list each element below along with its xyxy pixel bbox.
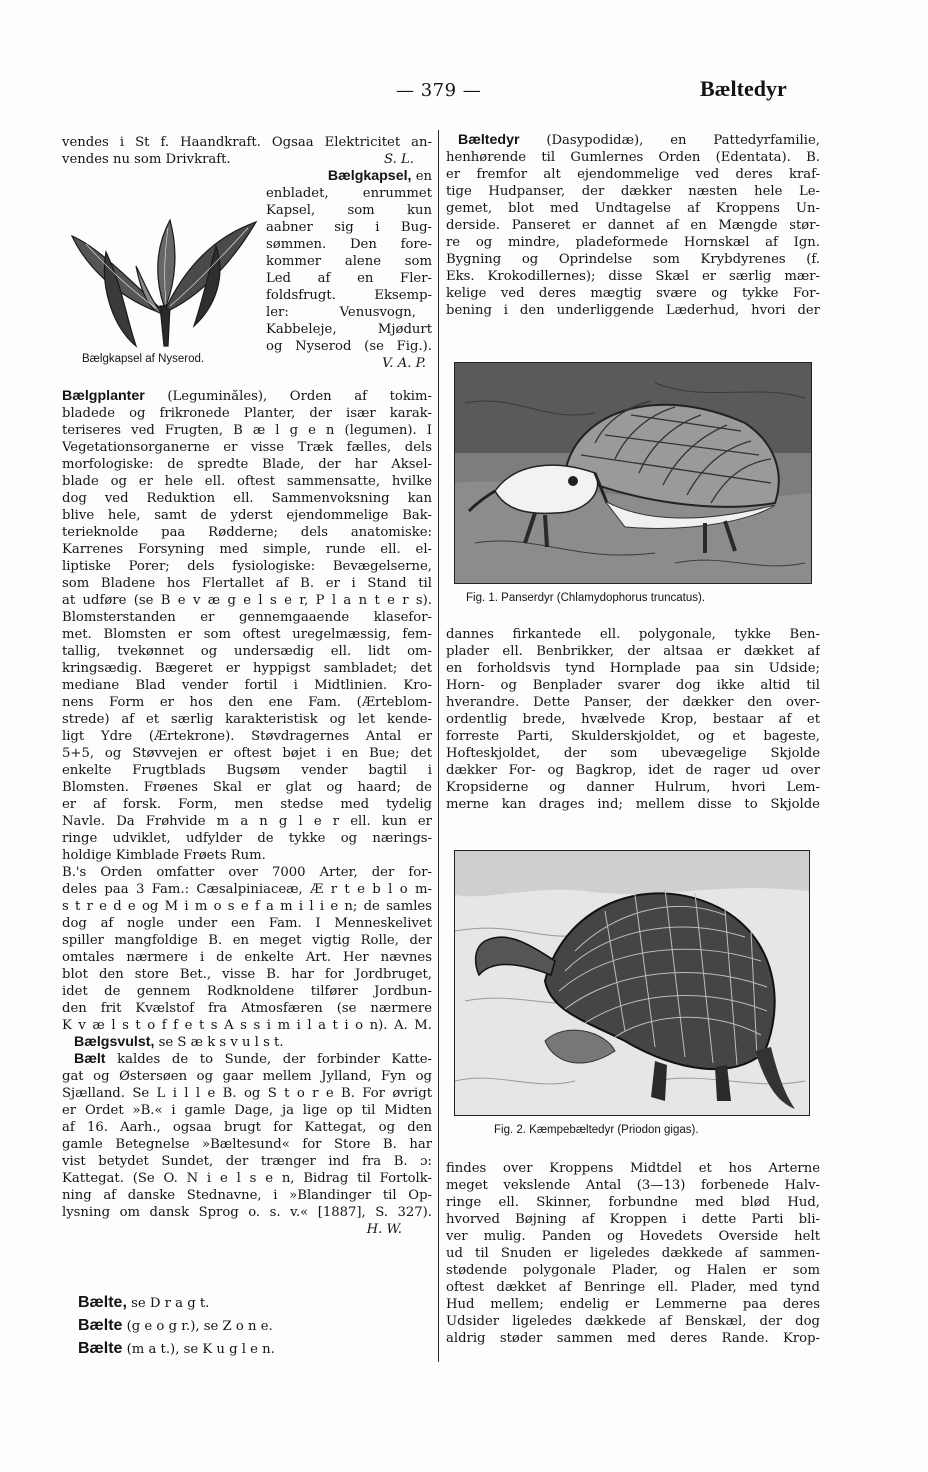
- baelgplanter-line: liptiske Porer; dels fysiologiske: Bevægelserne,: [62, 559, 432, 574]
- baelgplanter-line: ringe udviklet, udfylder de tykke og nærings-: [62, 831, 432, 846]
- baelgsvulst-rest: se S æ k s v u l s t.: [158, 1035, 284, 1050]
- baeltedyr-line: henhørende til Gumlernes Orden (Edentata). B.: [446, 150, 820, 165]
- baeltedyr-line: ordentlig brede, hvælvede Krop, bestaar af et: [446, 712, 820, 727]
- baelgplanter-entry: [62, 388, 432, 1238]
- baeltedyr-line: re og mindre, pladeformede Hornskæl af Ign.: [446, 235, 820, 250]
- baelt-line: af 16. Aarh., ogsaa brugt for Kattegat, og den: [62, 1120, 432, 1135]
- baelgplanter-line: at udføre (se B e v æ g e l s e r, P l a n t e r s).: [62, 593, 432, 608]
- baelgkapsel-illustration: [66, 206, 262, 348]
- baelt-line: Sjælland. Se L i l l e B. og S t o r e B. For øvrigt: [62, 1086, 432, 1101]
- baelte-headword: Bælte: [78, 1340, 123, 1357]
- baeltedyr-line: en forholdsvis tynd Hornplade paa sin Udside;: [446, 661, 820, 676]
- orden-line: spiller mangfoldige B. en meget vigtig Rolle, der: [62, 933, 432, 948]
- baeltedyr-line: ringe ell. Skinner, forbundne med blød Hud,: [446, 1195, 820, 1210]
- baelt-first: [62, 1051, 432, 1068]
- baelgplanter-line: som Bladene hos Flertallet af B. er i Stand til: [62, 576, 432, 591]
- baelgkapsel-line-7: Led af en Fler-: [266, 271, 432, 286]
- baeltedyr-line: Hud mellem; endelig er Lemmerne paa deres: [446, 1297, 820, 1312]
- baelt-headword: Bælt: [74, 1051, 106, 1067]
- baelgplanter-line: nens Form er hos den ene Fam. (Ærteblom-: [62, 695, 432, 710]
- baeltedyr-line: merne kan drages ind; mellem disse to Skjolde: [446, 797, 820, 812]
- baeltedyr-line: Kropsiderne og danner Hulrum, hvori Lem-: [446, 780, 820, 795]
- baeltedyr-line: derside. Panseret er dannet af en Mængde stør-: [446, 218, 820, 233]
- baelte-entry-1: [78, 1292, 418, 1315]
- baelgplanter-headword: Bælgplanter: [62, 388, 145, 404]
- baeltedyr-line: Udsider ligeledes dækkede af Benskæl, der dog: [446, 1314, 820, 1329]
- baeltedyr-first: [446, 132, 820, 149]
- baelgplanter-first-rest: (Leguminăles), Orden af tokim-: [167, 389, 432, 404]
- baeltedyr-line: Bygning og Oprindelse som Krybdyrenes (f.: [446, 252, 820, 267]
- baelt-line: ning af danske Stednavne, i »Blandinger til Op-: [62, 1188, 432, 1203]
- baeltedyr-line: kelige ved deres mægtig svære og tykke For-: [446, 286, 820, 301]
- baeltedyr-line: aldrig støder sammen med deres Rande. Krop-: [446, 1331, 820, 1346]
- baelgkapsel-signature: V. A. P.: [382, 356, 426, 371]
- baelgkapsel-first: [266, 168, 432, 185]
- right-column-bottom: [446, 1160, 820, 1347]
- baelgkapsel-line-2: enbladet, enrummet: [266, 186, 432, 201]
- baelt-line: lysning om dansk Sprog o. s. v.« [1887], S. 327).: [62, 1205, 432, 1220]
- column-divider: [438, 130, 439, 1362]
- baelt-line: gamle Betegnelse »Bæltesund« for Store B. har: [62, 1137, 432, 1152]
- panserdyr-illustration: [455, 363, 811, 583]
- baeltedyr-line: tige Hudpanser, der dækker næsten hele Le-: [446, 184, 820, 199]
- baelt-signature: H. W.: [366, 1222, 402, 1237]
- baelte-entry-3: [78, 1338, 418, 1361]
- baeltedyr-line: bening i den underliggende Læderhud, hvori der: [446, 303, 820, 318]
- baeltedyr-line: Hofteskjoldet, der som ubevægelige Skjolde: [446, 746, 820, 761]
- baelgkapsel-caption: Bælgkapsel af Nyserod.: [82, 353, 205, 365]
- baelgplanter-line: Vegetationsorganerne er visse Træk fælles, dels: [62, 440, 432, 455]
- baelgplanter-line: ligt Ydre (Ærtekrone). Støvdragernes Antal er: [62, 729, 432, 744]
- baelgplanter-line: er af forsk. Form, men stedse med tydelig: [62, 797, 432, 812]
- orden-line: idet de gennem Rodknoldene tilfører Jordbun-: [62, 984, 432, 999]
- baelgkapsel-headword: Bælgkapsel,: [327, 168, 412, 184]
- baelgsvulst-headword: Bælgsvulst,: [74, 1034, 155, 1050]
- orden-line: deles paa 3 Fam.: Cæsalpiniaceæ, Æ r t e b l o m-: [62, 882, 432, 897]
- baeltedyr-line: hvorved Bøjning af Kroppen i dette Parti bli-: [446, 1212, 820, 1227]
- baeltedyr-line: hverandre. Dette Panser, der dækker den over-: [446, 695, 820, 710]
- baelte-rest: (m a t.), se K u g l e n.: [126, 1342, 275, 1357]
- baelt-line: er Ordet »B.« i gamle Dage, ja lige op til Midten: [62, 1103, 432, 1118]
- baelgplanter-line: Karrenes Forsyning med simple, runde ell. el-: [62, 542, 432, 557]
- baeltedyr-line: ver mulig. Panden og Hovedets Overside helt: [446, 1229, 820, 1244]
- baelgkapsel-line-9: ler: Venusvogn,: [266, 305, 416, 320]
- baelgplanter-line: bladede og frikronede Planter, der især karak-: [62, 406, 432, 421]
- figure-1-image: [454, 362, 812, 584]
- orden-line: K v æ l s t o f f e t s A s s i m i l a t i o n). A. M.: [62, 1018, 432, 1033]
- baeltedyr-line: meget vekslende Antal (3—13) forbenede Halv-: [446, 1178, 820, 1193]
- intro-line-2: [62, 151, 432, 168]
- baelgkapsel-line-6: kommer alene som: [266, 254, 432, 269]
- baelgsvulst-entry: [62, 1034, 432, 1051]
- orden-line: omtales nærmere i de enkelte Art. Her nævnes: [62, 950, 432, 965]
- baelgplanter-line: Navle. Da Frøhvide m a n g l e r ell. kun er: [62, 814, 432, 829]
- kaempebaeltedyr-illustration: [455, 851, 809, 1115]
- baeltedyr-line: plader ell. Benbrikker, der altsaa er dækket af: [446, 644, 820, 659]
- intro-signature: S. L.: [384, 152, 414, 167]
- baelgplanter-first: [62, 388, 432, 405]
- baeltedyr-line: ud til Snuden er ligeledes dækkede af sammen-: [446, 1246, 820, 1261]
- baelt-line: gat og Østersøen og gaar mellem Jylland, Fyn og: [62, 1069, 432, 1084]
- baelt-line: vist betydet Sundet, der trænger ind fra B. ɔ:: [62, 1154, 432, 1169]
- baelgkapsel-line-3: Kapsel, som kun: [266, 203, 432, 218]
- baeltedyr-line: stødende polygonale Plader, og Halen er som: [446, 1263, 820, 1278]
- baelte-headword: Bælte: [78, 1317, 123, 1334]
- baeltedyr-line: dækker For- og Bagkrop, idet de rager ud over: [446, 763, 820, 778]
- baeltedyr-line: dannes firkantede ell. polygonale, tykke Ben-: [446, 627, 820, 642]
- baelgplanter-line: teriseres ved Frugten, B æ l g e n (legumen). I: [62, 423, 432, 438]
- baelgkapsel-line-8: foldsfrugt. Eksemp-: [266, 288, 432, 303]
- intro-line-2-text: vendes nu som Drivkraft.: [62, 152, 231, 167]
- baelgkapsel-line-1: en: [415, 169, 432, 184]
- baeltedyr-line: Horn- og Benplader svarer dog ikke altid til: [446, 678, 820, 693]
- baelgplanter-line: blade og er hele ell. oftest sammensatte, hvilke: [62, 474, 432, 489]
- right-column-top: [446, 132, 820, 319]
- left-column: [62, 134, 432, 168]
- baelgplanter-line: mediane Blad vender fortil i Midtlinien. Kro-: [62, 678, 432, 693]
- orden-line: blot den store Bet., visse B. har for Jordbruget,: [62, 967, 432, 982]
- baeltedyr-headword: Bæltedyr: [458, 132, 520, 148]
- baelgkapsel-line-5: sømmen. Den fore-: [266, 237, 432, 252]
- baelgplanter-line: holdige Kimblade Frøets Rum.: [62, 848, 266, 863]
- figure-2-image: [454, 850, 810, 1116]
- baelgplanter-line: kringsædig. Bægeret er hyppigst sambladet; det: [62, 661, 432, 676]
- baeltedyr-line: forreste Parti, Skulderskjoldet, og et bageste,: [446, 729, 820, 744]
- baelte-entries: [78, 1292, 418, 1361]
- orden-line: den frit Kvælstof fra Atmosfæren (se nærmere: [62, 1001, 432, 1016]
- baelgkapsel-line-10: Kabbeleje, Mjødurt: [266, 322, 432, 337]
- figure-1-caption: Fig. 1. Panserdyr (Chlamydophorus truncatus).: [466, 592, 706, 604]
- baelgplanter-line: strede) af et særlig karakteristisk og let kende-: [62, 712, 432, 727]
- baelgplanter-line: dog ved Reduktion ell. Sammenvoksning kan: [62, 491, 432, 506]
- baeltedyr-line: er fremfor alt ejendommelige ved deres kraf-: [446, 167, 820, 182]
- baelgplanter-line: blive hele, samt de yderst ejendommelige Bak-: [62, 508, 432, 523]
- baelgplanter-line: met. Blomsten er som oftest uregelmæssig, fem-: [62, 627, 432, 642]
- baelte-headword: Bælte,: [78, 1294, 127, 1311]
- baelgplanter-line: Blomsten. Frøenes Skal er glat og haard; de: [62, 780, 432, 795]
- page-number: — 379 —: [396, 80, 482, 101]
- baeltedyr-line: Eks. Krokodillernes); disse Skæl er særlig mær-: [446, 269, 820, 284]
- orden-line: B.'s Orden omfatter over 7000 Arter, der for-: [62, 865, 432, 880]
- intro-line-1: vendes i St f. Haandkraft. Ogsaa Elektricitet an-: [62, 135, 432, 150]
- baelgplanter-line: 5+5, og Støvvejen er oftest bøjet i en Bue; det: [62, 746, 432, 761]
- baelgplanter-line: terieknolde paa Rødderne; dels anatomiske:: [62, 525, 432, 540]
- baeltedyr-first-rest: (Dasypodidæ), en Pattedyrfamilie,: [546, 133, 820, 148]
- baelgkapsel-line-4: aabner sig i Bug-: [266, 220, 432, 235]
- baeltedyr-line: findes over Kroppens Midtdel et hos Arterne: [446, 1161, 820, 1176]
- figure-2-caption: Fig. 2. Kæmpebæltedyr (Priodon gigas).: [494, 1124, 699, 1136]
- baeltedyr-line: oftest dækket af Benringe ell. Plader, med tynd: [446, 1280, 820, 1295]
- baelgplanter-line: morfologiske: de spredte Blade, der har Aksel-: [62, 457, 432, 472]
- running-head: Bæltedyr: [700, 76, 787, 101]
- baelte-rest: se D r a g t.: [131, 1296, 210, 1311]
- baelt-first-rest: kaldes de to Sunde, der forbinder Katte-: [117, 1052, 432, 1067]
- baelte-entry-2: [78, 1315, 418, 1338]
- baelgplanter-line: enkelte Frugtblads Bugsøm vender bagtil i: [62, 763, 432, 778]
- baelgkapsel-entry: [266, 168, 432, 372]
- right-column-middle: [446, 626, 820, 813]
- baelgkapsel-line-11: og Nyserod (se Fig.).: [266, 339, 432, 354]
- baelgplanter-line: Blomsterstanden er gennemgaaende klasefor-: [62, 610, 432, 625]
- baelte-rest: (g e o g r.), se Z o n e.: [126, 1319, 273, 1334]
- orden-line: s t r e d e og M i m o s e f a m i l i e n; de samles: [62, 899, 432, 914]
- baelt-line: Kattegat. (Se O. N i e l s e n, Bidrag til Fortolk-: [62, 1171, 432, 1186]
- orden-line: dog af nogle under een Fam. I Menneskelivet: [62, 916, 432, 931]
- baelgplanter-line: tallig, tvekønnet og undersædig ell. lidt om-: [62, 644, 432, 659]
- baeltedyr-line: gemet, blot med Undtagelse af Kroppens Un-: [446, 201, 820, 216]
